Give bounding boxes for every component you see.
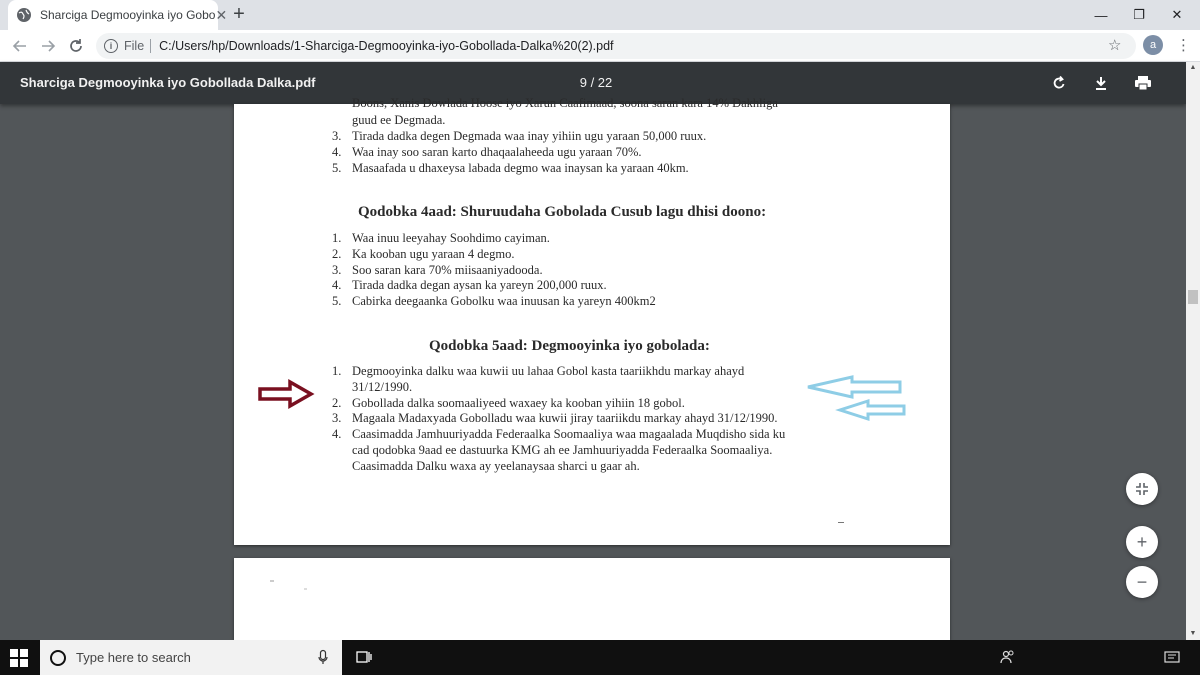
list-item-number: 3. [332, 129, 342, 143]
print-button[interactable] [1133, 73, 1153, 93]
reload-button[interactable] [64, 34, 88, 58]
forward-arrow-icon [40, 38, 56, 54]
fit-to-page-button[interactable] [1126, 473, 1158, 505]
page-speck [304, 588, 307, 590]
list-item-text: Caasimadda Jamhuuriyadda Federaalka Soomaaliya waa magaalada Muqdisho sida ku [352, 427, 786, 441]
list-item-text: Masaafada u dhaxeysa labada degmo waa inaysan ka yaraan 40km. [352, 161, 689, 175]
print-icon [1134, 75, 1152, 91]
list-item-text: 31/12/1990. [352, 380, 413, 394]
new-tab-button[interactable]: + [233, 3, 245, 25]
reload-icon [68, 38, 84, 54]
scrollbar-thumb[interactable] [1188, 290, 1198, 304]
pdf-title: Sharciga Degmooyinka iyo Gobollada Dalka.pdf [20, 75, 316, 90]
list-item-number: 4. [332, 278, 342, 292]
page-speck [270, 580, 274, 582]
rotate-button[interactable] [1049, 73, 1069, 93]
zoom-in-button[interactable]: + [1126, 526, 1158, 558]
minimize-button[interactable]: — [1094, 7, 1108, 23]
list-item-number: 4. [332, 145, 342, 159]
globe-icon [16, 7, 32, 23]
list-item-text: Ka kooban ugu yaraan 4 degmo. [352, 247, 515, 261]
profile-avatar[interactable]: a [1143, 35, 1163, 55]
search-placeholder: Type here to search [76, 650, 191, 665]
list-item-text: Gobollada dalka soomaaliyeed waxaey ka kooban yihiin 18 gobol. [352, 396, 685, 410]
download-icon [1093, 75, 1109, 91]
section-heading-5: Qodobka 5aad: Degmooyinka iyo gobolada: [429, 338, 710, 354]
list-item-text: Caasimadda Dalku waxa ay yeelanaysaa sharci u gaar ah. [352, 459, 640, 473]
rotate-icon [1051, 75, 1067, 91]
url-divider [150, 39, 151, 53]
list-item-number: 1. [332, 364, 342, 378]
blue-arrow-annotation [806, 376, 904, 424]
list-item-text: Waa inay soo saran karto dhaqaalaheeda ugu yaraan 70%. [352, 145, 642, 159]
scroll-down-arrow-icon[interactable]: ▼ [1189, 630, 1197, 637]
list-item-number: 3. [332, 263, 342, 277]
scroll-up-arrow-icon[interactable]: ▲ [1189, 64, 1197, 71]
list-item-number: 3. [332, 411, 342, 425]
browser-tab[interactable] [8, 0, 228, 30]
back-button[interactable] [8, 34, 32, 58]
pdf-page-next [234, 558, 950, 640]
list-item-text: Tirada dadka degen Degmada waa inay yihiin ugu yaraan 50,000 ruux. [352, 129, 707, 143]
url-scheme: File [124, 39, 145, 53]
list-item-number: 1. [332, 231, 342, 245]
task-view-icon[interactable] [356, 650, 372, 664]
list-item-number: 2. [332, 247, 342, 261]
list-item-number: 2. [332, 396, 342, 410]
close-window-button[interactable]: ✕ [1171, 7, 1183, 22]
forward-button[interactable] [36, 34, 60, 58]
url-text: C:/Users/hp/Downloads/1-Sharciga-Degmooyinka-iyo-Gobollada-Dalka%20(2).pdf [159, 39, 614, 53]
list-item-text: Tirada dadka degan aysan ka yareyn 200,000 ruux. [352, 278, 607, 292]
address-bar[interactable] [96, 33, 1136, 59]
list-item-number: 5. [332, 294, 342, 308]
tab-close-icon[interactable]: ✕ [215, 6, 228, 23]
page-mark [838, 522, 844, 523]
taskbar-search-input[interactable] [40, 640, 342, 675]
cortana-icon [50, 650, 66, 666]
people-icon[interactable] [1000, 649, 1016, 665]
list-item-number: 5. [332, 161, 342, 175]
list-item-text: Magaala Madaxyada Gobolladu waa kuwii jiray taariikdu markay ahayd 31/12/1990. [352, 411, 778, 425]
list-item-text: cad qodobka 9aad ee dastuurka KMG ah ee Jamhuuriyadda Federaalka Soomaaliya. [352, 443, 773, 457]
bookmark-star-icon[interactable]: ☆ [1108, 37, 1122, 54]
info-icon[interactable]: i [104, 39, 118, 53]
red-arrow-annotation [258, 380, 314, 408]
tab-title: Sharciga Degmooyinka iyo Gobo [40, 8, 216, 22]
restore-button[interactable]: ❐ [1133, 7, 1145, 22]
list-item-text: Waa inuu leeyahay Soohdimo cayiman. [352, 231, 550, 245]
list-item-text: Degmooyinka dalku waa kuwii uu lahaa Gobol kasta taariikhdu markay ahayd [352, 364, 745, 378]
back-arrow-icon [12, 38, 28, 54]
scrollbar[interactable] [1186, 62, 1200, 640]
pdf-page [234, 96, 950, 545]
menu-kebab-icon[interactable]: ⋮ [1176, 37, 1191, 54]
page-indicator[interactable]: 9 / 22 [579, 75, 613, 90]
microphone-icon[interactable] [318, 650, 328, 665]
list-item-text: Soo saran kara 70% miisaaniyadooda. [352, 263, 543, 277]
download-button[interactable] [1091, 73, 1111, 93]
fit-page-icon [1135, 482, 1149, 496]
section-heading-4: Qodobka 4aad: Shuruudaha Gobolada Cusub lagu dhisi doono: [358, 204, 767, 220]
list-item-number: 4. [332, 427, 342, 441]
windows-taskbar [0, 640, 1200, 675]
tab-strip [0, 0, 1200, 30]
partial-line: Boons, Xanis Dowlada Hoose iyo Xarun Caafimaad, soona saran kara 14% Dakhliga [352, 96, 778, 110]
list-item-text: Cabirka deegaanka Gobolku waa inuusan ka yareyn 400km2 [352, 294, 656, 308]
list-item-text: guud ee Degmada. [352, 113, 446, 127]
browser-toolbar [0, 30, 1200, 62]
windows-start-icon[interactable] [10, 649, 28, 667]
zoom-out-button[interactable]: − [1126, 566, 1158, 598]
notification-icon[interactable] [1164, 651, 1180, 665]
